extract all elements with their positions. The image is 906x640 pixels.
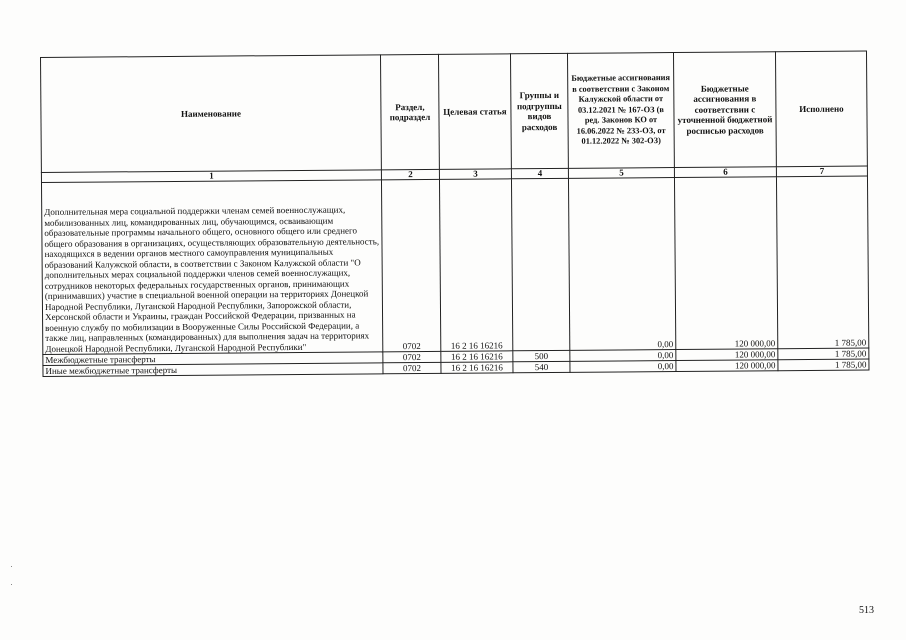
row-name: Межбюджетные трансферты: [43, 352, 383, 366]
header-budget-law: Бюджетные ассигнования в соответствии с Законом Калужской области от 03.12.2021 № 167-ОЗ (в ред. Законов КО от 16.06.2022 № 233-ОЗ, от 01.12.2022 № 302-ОЗ): [567, 53, 674, 169]
header-executed: Исполнено: [775, 51, 867, 167]
row-executed: 1 785,00: [778, 359, 869, 371]
header-name: Наименование: [41, 55, 382, 173]
row-section: 0702: [381, 179, 440, 351]
row-group: [511, 178, 569, 350]
row-name: Иные межбюджетные трансферты: [43, 363, 383, 377]
header-row: [41, 51, 868, 172]
row-section: 0702: [383, 362, 441, 373]
row-target: 16 2 16 16216: [439, 179, 512, 352]
row-target: 16 2 16 16216: [441, 362, 513, 374]
scan-speck: [11, 566, 12, 567]
column-number: 2: [381, 169, 439, 179]
row-group: 540: [513, 361, 570, 372]
row-executed: 1 785,00: [776, 176, 868, 349]
column-number: 4: [511, 168, 568, 178]
table-row: [41, 176, 868, 354]
budget-table: [40, 51, 869, 377]
row-group: 500: [513, 350, 570, 361]
row-budget-refined: 120 000,00: [676, 360, 778, 372]
row-budget-refined: 120 000,00: [676, 349, 778, 361]
scan-speck: [11, 584, 12, 585]
column-number: 1: [41, 170, 381, 183]
column-number: 6: [674, 167, 776, 178]
row-budget-refined: 120 000,00: [674, 177, 777, 350]
row-section: 0702: [383, 351, 441, 362]
row-budget-law: 0,00: [568, 178, 675, 351]
row-target: 16 2 16 16216: [441, 351, 513, 363]
column-number: 7: [776, 166, 867, 177]
row-budget-law: 0,00: [570, 350, 676, 362]
header-target: Целевая статья: [438, 54, 511, 170]
row-executed: 1 785,00: [778, 348, 869, 360]
column-number: 3: [439, 169, 511, 180]
header-section: Раздел, подраздел: [380, 54, 439, 169]
row-name: Дополнительная мера социальной поддержки членам семей военнослужащих, мобилизованных лиц, командированных лиц, обучающимся, осваивающим образовательные программы начального общего, основного общего или среднего общего образования в организациях, осуществляющих образовательную деятельность, находящихся в ведении органов местного самоуправления муниципальных образований Калужской области, в соответствии с Законом Калужской области "О дополнительных мерах социальной поддержки членов семей военнослужащих, сотрудников некоторых федеральных государственных органов, принимающих (принимавших) участие в специальной военной операции на территориях Донецкой Народной Республики, Луганской Народной Республики, Запорожской области, Херсонской области и Украины, граждан Российской Федерации, призванных на военную службу по мобилизации в Вооруженные Силы Российской Федерации, а также лиц, направленных (командированных) для выполнения задач на территориях Донецкой Народной Республики, Луганской Народной Республики": [41, 180, 382, 355]
header-groups: Группы и подгруппы видов расходов: [510, 53, 568, 168]
column-number: 5: [568, 168, 674, 179]
page-number: 513: [859, 605, 874, 616]
row-budget-law: 0,00: [570, 361, 676, 373]
header-budget-refined: Бюджетные ассигнования в соответствии с уточненной бюджетной росписью расходов: [673, 52, 776, 168]
